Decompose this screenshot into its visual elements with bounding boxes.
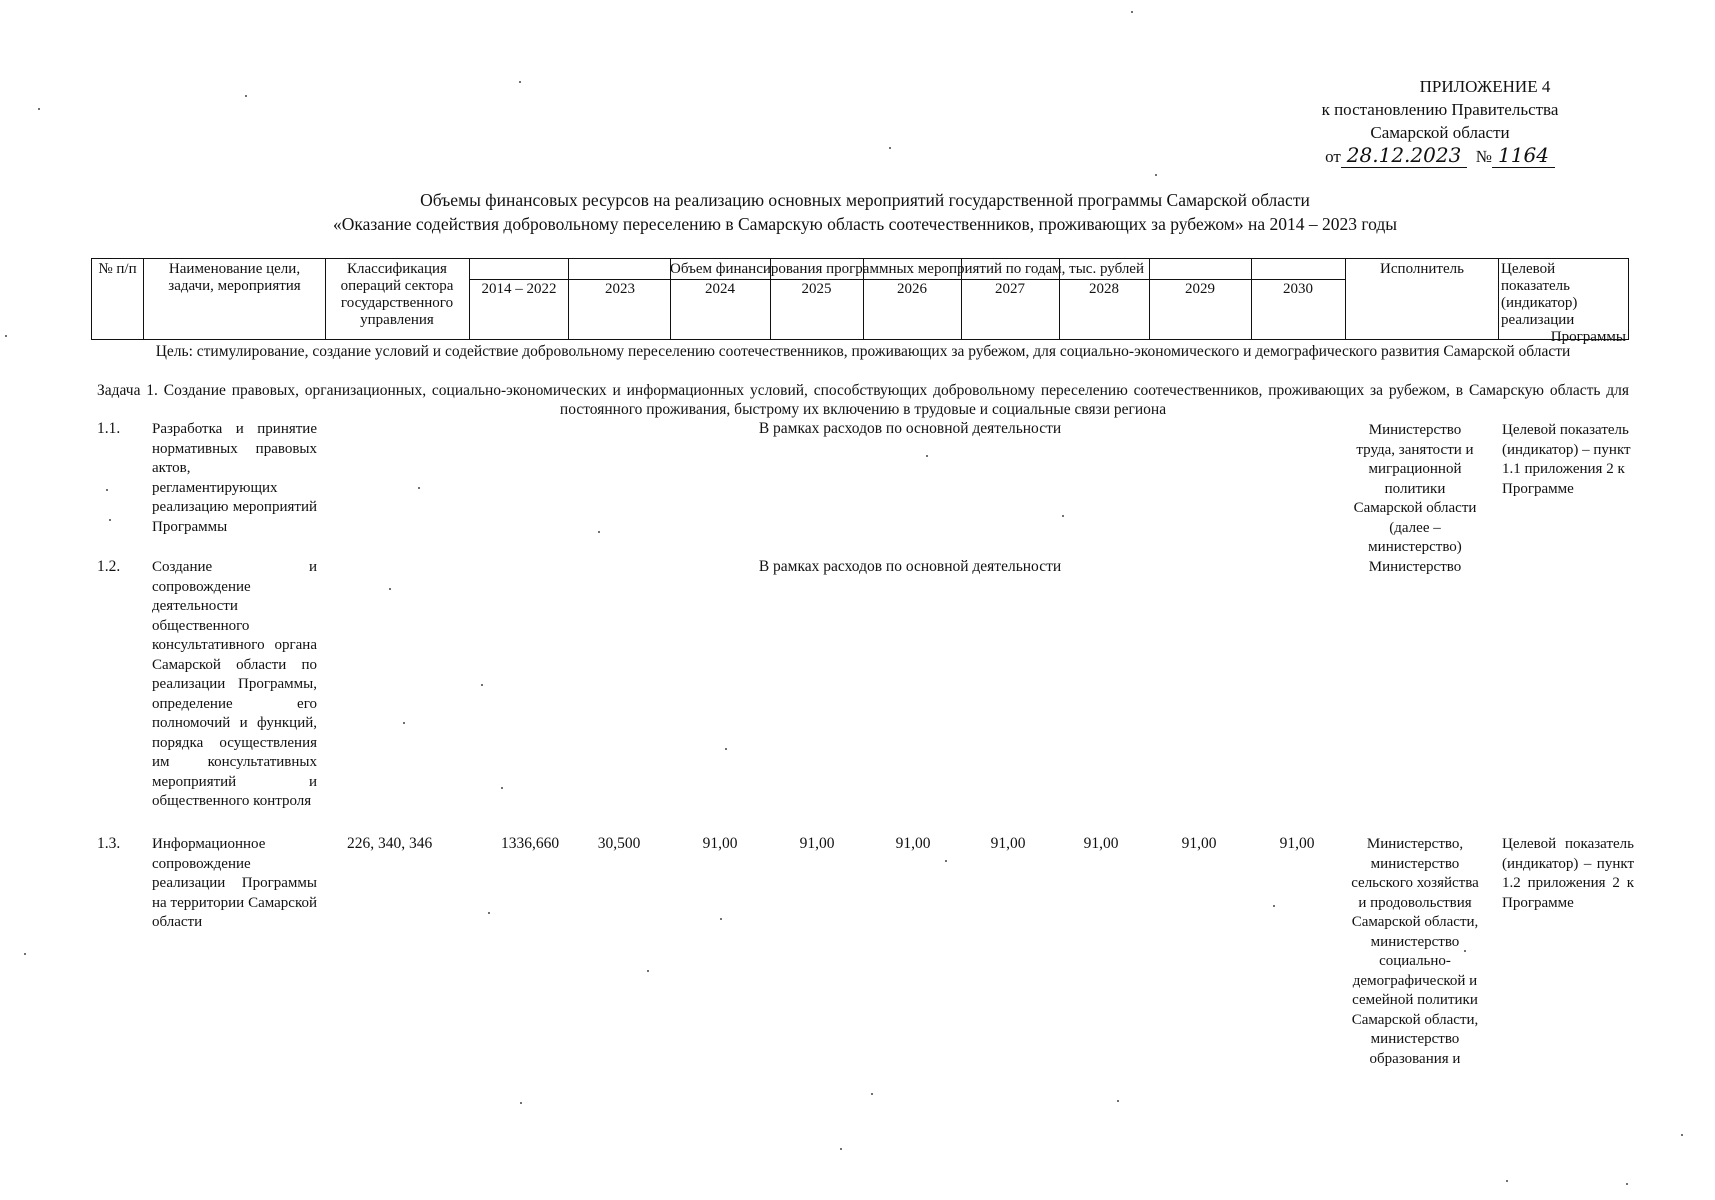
row-value: 91,00 bbox=[1083, 835, 1119, 852]
row-number: 1.3. bbox=[97, 835, 121, 852]
row-value: 91,00 bbox=[1279, 835, 1315, 852]
row-name: Разработка и принятие нормативных правовых актов, регламентирующих реализацию мероприятий Программы bbox=[152, 421, 317, 535]
date-prefix: от bbox=[1325, 147, 1341, 166]
header-executor: Исполнитель bbox=[1380, 261, 1464, 277]
row-executor: Министерство труда, занятости и миграционной политики Самарской области (далее – министерство) bbox=[1353, 422, 1477, 555]
header-year: 2024 bbox=[705, 281, 735, 297]
header-year: 2025 bbox=[801, 281, 832, 297]
header-num: № п/п bbox=[98, 261, 137, 277]
row-value: 91,00 bbox=[1181, 835, 1217, 852]
row-note: В рамках расходов по основной деятельности bbox=[758, 558, 1062, 575]
header-year: 2029 bbox=[1185, 281, 1215, 297]
header-year: 2023 bbox=[605, 281, 635, 297]
row-indicator: Целевой показатель (индикатор) – пункт 1.1 приложения 2 к Программе bbox=[1502, 422, 1631, 497]
row-value: 91,00 bbox=[990, 835, 1026, 852]
document-title bbox=[200, 188, 1530, 236]
goal-text: Цель: стимулирование, создание условий и содействие добровольному переселению соотечественников, проживающих за рубежом, для социально-экономического и демографического развития Самарской области bbox=[155, 343, 1571, 360]
appendix-block bbox=[1270, 75, 1610, 168]
handwritten-number: 1164 bbox=[1492, 144, 1555, 168]
appendix-title: ПРИЛОЖЕНИЕ 4 bbox=[1419, 77, 1551, 96]
task-text: Задача 1. Создание правовых, организационных, социально-экономических и информационных условий, способствующих добровольному переселению соотечественников, проживающих за рубежом, в Самарскую область для постоянного проживания, быстрому их включению в трудовые и социальные связи региона bbox=[97, 382, 1629, 418]
header-year: 2026 bbox=[897, 281, 927, 297]
row-value: 30,500 bbox=[597, 835, 641, 852]
row-classification: 226, 340, 346 bbox=[347, 835, 433, 852]
row-indicator: Целевой показатель (индикатор) – пункт 1.2 приложения 2 к Программе bbox=[1502, 836, 1634, 911]
header-year: 2027 bbox=[995, 281, 1025, 297]
header-name: Наименование цели, задачи, мероприятия bbox=[168, 261, 301, 294]
row-number: 1.2. bbox=[97, 558, 121, 575]
row-executor: Министерство, министерство сельского хозяйства и продовольствия Самарской области, министерство социально-демографической и семейной политики Самарской области, министерство образования и bbox=[1351, 836, 1479, 1067]
appendix-date-line bbox=[1270, 144, 1610, 168]
row-value: 1336,660 bbox=[500, 835, 560, 852]
row-note: В рамках расходов по основной деятельности bbox=[758, 420, 1062, 437]
document-title-line-2: «Оказание содействия добровольному переселению в Самарскую область соотечественников, проживающих за рубежом» на 2014 – 2023 годы bbox=[332, 214, 1398, 234]
header-indicator: Целевой показатель (индикатор) реализации Программы bbox=[1501, 261, 1626, 345]
row-name: Информационное сопровождение реализации Программы на территории Самарской области bbox=[152, 836, 317, 930]
number-prefix: № bbox=[1475, 147, 1493, 166]
row-value: 91,00 bbox=[799, 835, 835, 852]
document-title-line-1: Объемы финансовых ресурсов на реализацию основных мероприятий государственной программы Самарской области bbox=[420, 190, 1310, 210]
row-name: Создание и сопровождение деятельности общественного консультативного органа Самарской области по реализации Программы, определение его полномочий и функций, порядка осуществления им консультативных мероприятий и общественного контроля bbox=[152, 559, 317, 809]
row-executor: Министерство bbox=[1368, 559, 1462, 575]
header-year: 2014 – 2022 bbox=[481, 281, 557, 297]
header-volume: Объем финансирования программных мероприятий по годам, тыс. рублей bbox=[669, 261, 1144, 277]
header-year: 2028 bbox=[1089, 281, 1119, 297]
row-value: 91,00 bbox=[895, 835, 931, 852]
row-value: 91,00 bbox=[702, 835, 738, 852]
appendix-line-1: к постановлению Правительства bbox=[1321, 100, 1559, 119]
row-number: 1.1. bbox=[97, 420, 121, 437]
header-year: 2030 bbox=[1283, 281, 1313, 297]
handwritten-date: 28.12.2023 bbox=[1341, 144, 1468, 168]
header-classification: Классификация операций сектора государственного управления bbox=[340, 261, 454, 328]
table-header bbox=[91, 258, 1629, 345]
appendix-line-2: Самарской области bbox=[1370, 123, 1510, 142]
